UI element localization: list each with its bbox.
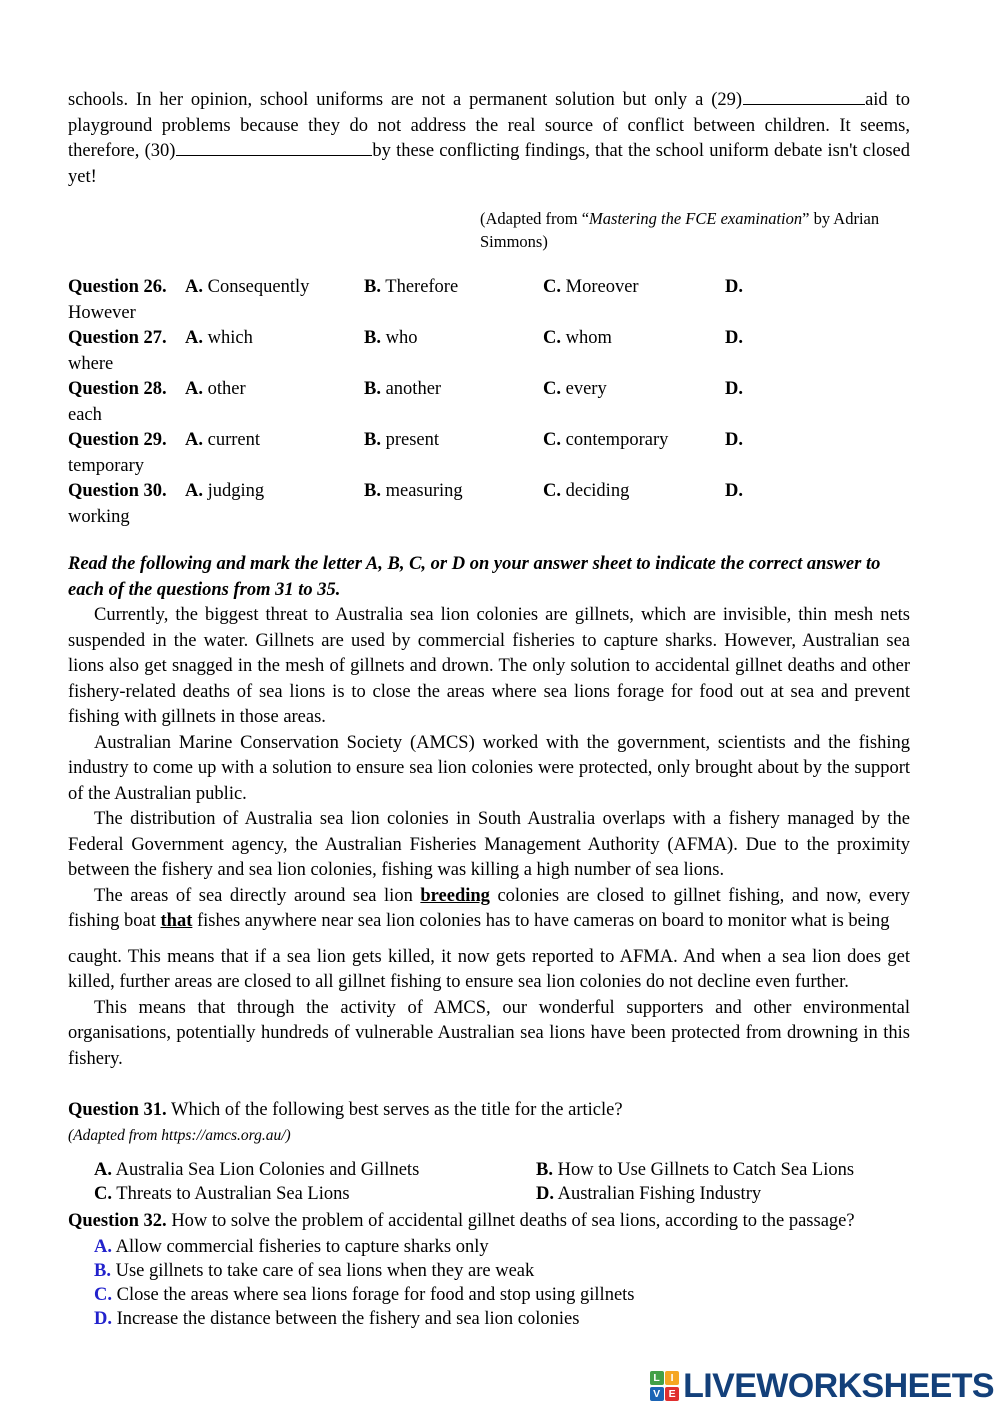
option-c-label: C.: [543, 430, 561, 450]
question-number: [68, 479, 167, 505]
question-31-label: Question 31.: [68, 1100, 167, 1120]
question-31-option-a[interactable]: [94, 1158, 419, 1182]
option-c-label: C.: [543, 379, 561, 399]
option-d-text-line[interactable]: [68, 505, 910, 531]
question-number-text: Question 26.: [68, 277, 167, 297]
reading-instruction: Read the following and mark the letter A, B, C, or D on your answer sheet to indicate the correct answer to each of the questions from 31 to 35.: [68, 554, 881, 600]
question-number-text: Question 29.: [68, 430, 167, 450]
option-d-label-holder[interactable]: [725, 479, 743, 505]
logo-tile-l: L: [650, 1371, 664, 1385]
option-b[interactable]: [364, 326, 417, 352]
attribution-suffix: ” by Adrian Simmons): [480, 209, 880, 251]
question-32-option-d-text: Increase the distance between the fishery and sea lion colonies: [116, 1309, 580, 1329]
option-b[interactable]: [364, 377, 441, 403]
option-d-text-line[interactable]: [68, 403, 910, 429]
question-31-option-row-1: [94, 1158, 910, 1182]
option-c-label: C.: [543, 277, 561, 297]
option-b-text: present: [385, 430, 440, 450]
option-d-label-holder[interactable]: [725, 428, 743, 454]
logo-tiles-icon: [650, 1371, 680, 1401]
passage-paragraph-6: This means that through the activity of AMCS, our wonderful supporters and other environmental organisations, potentially hundreds of vulnerable Australian sea lions have been protected from drowning in this fishery.: [68, 997, 910, 1069]
mcq-options-line: [68, 479, 910, 505]
logo-tile-v: V: [650, 1387, 664, 1401]
question-31-option-a-text: Australia Sea Lion Colonies and Gillnets: [115, 1159, 420, 1180]
option-a-text: current: [207, 430, 261, 450]
worksheet-content: [68, 88, 910, 1331]
option-b-label: B.: [364, 481, 381, 501]
question-32-label: Question 32.: [68, 1210, 167, 1231]
blank-30[interactable]: [176, 140, 372, 156]
option-a-text: judging: [207, 481, 265, 501]
paragraph-gap: [68, 935, 910, 945]
option-b-label: B.: [364, 277, 381, 297]
question-number-text: Question 28.: [68, 379, 167, 399]
keyword-breeding: breeding: [420, 885, 490, 906]
question-31-option-b-label: B.: [536, 1159, 553, 1180]
reading-passage: [68, 603, 910, 1072]
option-d-label: D.: [725, 328, 743, 348]
option-d-text-line[interactable]: [68, 454, 910, 480]
question-31-block: [68, 1098, 910, 1206]
cloze-text-part-2: aid to playground problems because they do not address the real source of conflict between children. It seems, therefore, (30): [68, 90, 910, 161]
mcq-list-26-30: [68, 275, 910, 530]
option-b-label: B.: [364, 328, 381, 348]
question-32-option-a[interactable]: [94, 1235, 910, 1259]
option-c-text: every: [565, 379, 607, 399]
option-d-text: temporary: [68, 455, 145, 476]
option-c[interactable]: [543, 479, 629, 505]
question-31-option-b-text: How to Use Gillnets to Catch Sea Lions: [557, 1159, 855, 1180]
option-d-label-holder[interactable]: [725, 275, 743, 301]
attribution-prefix: (Adapted from “: [480, 209, 590, 228]
p4-text-c: fishes anywhere near sea lion colonies has to have cameras on board to monitor what is being: [192, 911, 890, 931]
option-a[interactable]: [185, 428, 260, 454]
question-31-option-d-text: Australian Fishing Industry: [557, 1183, 762, 1204]
question-number: [68, 326, 167, 352]
mcq-options-line: [68, 326, 910, 352]
mcq-question-26: [68, 275, 910, 326]
question-31-options: [68, 1158, 910, 1206]
cloze-text-part-1: schools. In her opinion, school uniforms are not a permanent solution but only a (29): [68, 90, 743, 110]
option-d-label-holder[interactable]: [725, 377, 743, 403]
option-a-text: other: [207, 379, 246, 399]
question-32-option-a-label: A.: [94, 1237, 112, 1257]
option-c[interactable]: [543, 326, 612, 352]
mcq-question-28: [68, 377, 910, 428]
p4-text-a: The areas of sea directly around sea lion: [94, 885, 421, 906]
keyword-that: that: [160, 911, 193, 931]
passage-paragraph-5: caught. This means that if a sea lion gets killed, it now gets reported to AFMA. And when a sea lion does get killed, further areas are closed to all gillnet fishing to ensure sea lion colonies do not decline even further.: [68, 946, 910, 992]
question-32-option-b[interactable]: [94, 1259, 910, 1283]
option-b[interactable]: [364, 275, 458, 301]
question-number-text: Question 27.: [68, 328, 167, 348]
question-32-option-a-text: Allow commercial fisheries to capture sharks only: [115, 1237, 489, 1257]
option-d-text-line[interactable]: [68, 352, 910, 378]
option-a-label: A.: [185, 328, 203, 348]
mcq-options-line: [68, 377, 910, 403]
question-31-option-d[interactable]: [536, 1182, 761, 1206]
question-32-option-d-label: D.: [94, 1309, 112, 1329]
question-31-source: (Adapted from https://amcs.org.au/): [68, 1126, 291, 1144]
option-c-text: Moreover: [565, 277, 639, 297]
liveworksheets-logo[interactable]: [650, 1369, 994, 1403]
option-b-text: measuring: [385, 481, 463, 501]
question-31-option-row-2: [94, 1182, 910, 1206]
option-a-text: which: [207, 328, 253, 348]
question-31-option-d-label: D.: [536, 1183, 554, 1204]
question-number: [68, 275, 167, 301]
logo-tile-e: E: [665, 1387, 679, 1401]
question-32-option-c-text: Close the areas where sea lions forage for food and stop using gillnets: [116, 1285, 635, 1305]
option-b-text: another: [385, 379, 442, 399]
question-32-option-b-label: B.: [94, 1261, 111, 1281]
question-32-options: [68, 1235, 910, 1331]
option-a-label: A.: [185, 430, 203, 450]
logo-wordmark: LIVEWORKSHEETS: [683, 1367, 994, 1405]
option-c-text: contemporary: [565, 430, 669, 450]
option-a[interactable]: [185, 326, 253, 352]
logo-tile-i: I: [665, 1371, 679, 1385]
mcq-question-27: [68, 326, 910, 377]
passage-paragraph-4: [68, 884, 910, 935]
question-31-option-c-text: Threats to Australian Sea Lions: [116, 1183, 350, 1204]
question-32-block: [68, 1209, 910, 1332]
question-32-option-b-text: Use gillnets to take care of sea lions when they are weak: [115, 1261, 535, 1281]
question-32-option-c-label: C.: [94, 1285, 112, 1305]
question-32-heading: [68, 1209, 910, 1235]
cloze-text-part-3: by these conflicting findings, that the school uniform debate isn't closed yet!: [68, 141, 910, 187]
option-c-label: C.: [543, 481, 561, 501]
option-d-text: working: [68, 506, 130, 527]
attribution-title: Mastering the FCE examination: [589, 209, 803, 228]
passage-paragraph-2: Australian Marine Conservation Society (AMCS) worked with the government, scientists and the fishing industry to come up with a solution to ensure sea lion colonies were protected, only brought about by the support of the Australian public.: [68, 732, 910, 804]
mcq-options-line: [68, 275, 910, 301]
mcq-question-29: [68, 428, 910, 479]
question-number: [68, 377, 167, 403]
option-a[interactable]: [185, 275, 309, 301]
option-c[interactable]: [543, 377, 607, 403]
option-b[interactable]: [364, 479, 463, 505]
option-b-text: who: [385, 328, 418, 348]
option-a-label: A.: [185, 379, 203, 399]
question-31-option-c-label: C.: [94, 1183, 112, 1204]
p4-text-b: colonies are closed to gillnet fishing, and now, every fishing boat: [68, 885, 910, 931]
option-a-label: A.: [185, 277, 203, 297]
option-d-label: D.: [725, 379, 743, 399]
passage-paragraph-1: Currently, the biggest threat to Australia sea lion colonies are gillnets, which are invisible, thin mesh nets suspended in the water. Gillnets are used by commercial fisheries to capture sharks. However, Australian sea lions also get snagged in the mesh of gillnets and drown. The only solution to accidental gillnet deaths and other fishery-related deaths of sea lions is to close the areas where sea lions forage for food out at sea and prevent fishing with gillnets in those areas.: [68, 605, 910, 727]
option-d-label: D.: [725, 277, 743, 297]
option-d-text: each: [68, 404, 102, 425]
option-c[interactable]: [543, 428, 668, 454]
option-d-text-line[interactable]: [68, 301, 910, 327]
option-d-text: However: [68, 302, 136, 323]
question-31-option-b[interactable]: [536, 1158, 854, 1182]
question-31-option-a-label: A.: [94, 1159, 112, 1180]
question-31-heading: [68, 1098, 910, 1124]
option-b[interactable]: [364, 428, 439, 454]
blank-29[interactable]: [743, 89, 865, 105]
option-c-text: deciding: [565, 481, 630, 501]
question-number: [68, 428, 167, 454]
attribution-wrapper: [68, 207, 910, 253]
question-31-option-c[interactable]: [94, 1182, 350, 1206]
option-a-label: A.: [185, 481, 203, 501]
option-c-label: C.: [543, 328, 561, 348]
option-d-label: D.: [725, 481, 743, 501]
option-d-text: where: [68, 353, 114, 374]
question-32-option-d[interactable]: [94, 1307, 910, 1331]
option-a[interactable]: [185, 479, 264, 505]
option-b-text: Therefore: [385, 277, 459, 297]
option-d-label-holder[interactable]: [725, 326, 743, 352]
cloze-passage: [68, 88, 910, 190]
option-c[interactable]: [543, 275, 639, 301]
option-b-label: B.: [364, 379, 381, 399]
option-a-text: Consequently: [207, 277, 310, 297]
option-b-label: B.: [364, 430, 381, 450]
source-attribution: [480, 207, 905, 253]
question-31-text: Which of the following best serves as the title for the article?: [166, 1100, 623, 1120]
mcq-question-30: [68, 479, 910, 530]
mcq-options-line: [68, 428, 910, 454]
option-c-text: whom: [565, 328, 612, 348]
passage-paragraph-3: The distribution of Australia sea lion colonies in South Australia overlaps with a fishery managed by the Federal Government agency, the Australian Fisheries Management Authority (AFMA). Due to the proximity between the fishery and sea lion colonies, fishing was killing a high number of sea lions.: [68, 809, 910, 880]
question-32-text: How to solve the problem of accidental gillnet deaths of sea lions, according to the passage?: [166, 1210, 855, 1231]
option-d-label: D.: [725, 430, 743, 450]
question-number-text: Question 30.: [68, 481, 167, 501]
option-a[interactable]: [185, 377, 246, 403]
question-32-option-c[interactable]: [94, 1283, 910, 1307]
